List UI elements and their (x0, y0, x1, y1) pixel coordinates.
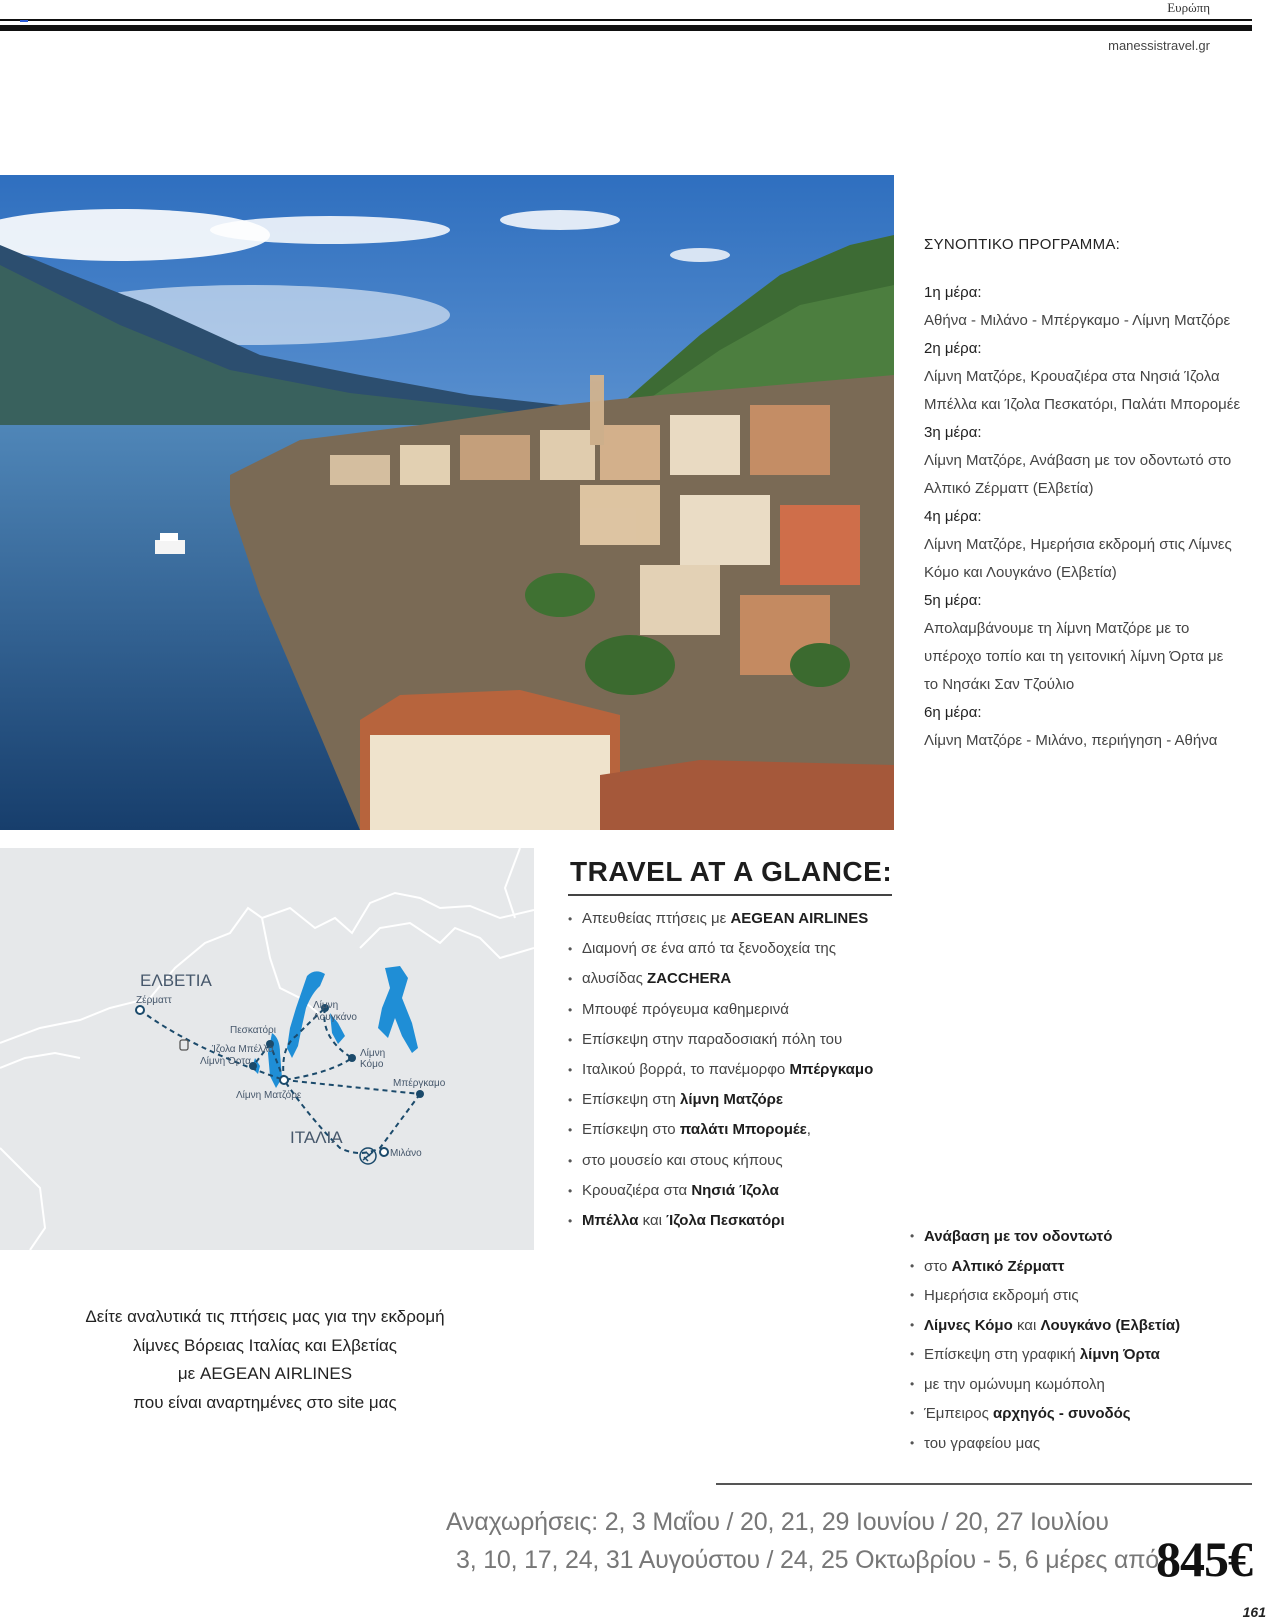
map-label-switzerland: ΕΛΒΕΤΙΑ (140, 971, 212, 990)
day-text: υπέροχο τοπίο και τη γειτονική λίμνη Όρτα με (924, 648, 1224, 665)
glance-item-highlight: Μπέλλα (582, 1212, 639, 1230)
glance-item (568, 995, 898, 1025)
glance-item (910, 1399, 1240, 1429)
day-label: 1η μέρα: (924, 284, 982, 301)
map-label-orta: Λίμνη Όρτα (200, 1056, 251, 1067)
glance-item (910, 1340, 1240, 1370)
glance-item-highlight: Ίζολα Πεσκατόρι (666, 1212, 785, 1230)
header-rule-thick (0, 25, 1252, 31)
day-label: 6η μέρα: (924, 704, 982, 721)
glance-item-text: , (806, 1121, 811, 1139)
map-label-italy: ΙΤΑΛΙΑ (290, 1128, 343, 1147)
glance-item-text: Έμπειρος (924, 1405, 994, 1422)
glance-item (568, 1025, 898, 1055)
day-text: Απολαμβάνουμε τη λίμνη Ματζόρε με το (924, 620, 1190, 637)
day-2 (924, 335, 1264, 419)
map-label-como-1: Λίμνη (360, 1048, 386, 1059)
glance-item-highlight: Λίμνες Κόμο (924, 1316, 1013, 1334)
glance-item-highlight: Αλπικό Ζέρματτ (951, 1257, 1065, 1275)
glance-item (568, 1146, 898, 1176)
flights-note-line: που είναι αναρτημένες στο site μας (133, 1392, 397, 1412)
website-url[interactable]: manessistravel.gr (1108, 38, 1210, 53)
glance-item-text: Κρουαζιέρα στα (582, 1181, 692, 1199)
page-number: 161 (1242, 1604, 1266, 1620)
glance-item-text: και (638, 1212, 667, 1230)
glance-item (910, 1370, 1240, 1400)
section-label: Ευρώπη (1167, 0, 1210, 15)
airplane-icon (360, 1148, 376, 1164)
day-label: 4η μέρα: (924, 508, 982, 525)
glance-item-text: Επίσκεψη στη γραφική (924, 1346, 1080, 1363)
glance-item-highlight: Λουγκάνο (Ελβετία) (1040, 1316, 1181, 1334)
glance-item (568, 1085, 898, 1115)
glance-item-text: Ιταλικού βορρά, το πανέμορφο (582, 1061, 790, 1079)
lake-town-illustration (0, 175, 894, 830)
day-label: 2η μέρα: (924, 340, 982, 357)
map-label-peskatori: Πεσκατόρι (230, 1025, 276, 1036)
day-text: Λίμνη Ματζόρε, Ημερήσια εκδρομή στις Λίμνες (924, 536, 1232, 553)
glance-item-highlight: παλάτι Μπορομέε (679, 1121, 807, 1139)
header-rule-thin (0, 19, 1252, 21)
glance-item-text: Διαμονή σε ένα από τα ξενοδοχεία της (582, 940, 837, 958)
glance-item-highlight: αρχηγός - συνοδός (993, 1405, 1131, 1422)
glance-item-text: του γραφείου μας (924, 1434, 1041, 1452)
travel-at-a-glance-continued (910, 1222, 1240, 1458)
departures-line-2: 3, 10, 17, 24, 31 Αυγούστου / 24, 25 Οκτωβρίου - 5, 6 μέρες από (456, 1546, 1160, 1574)
corner-mark (20, 20, 28, 22)
glance-list (568, 904, 898, 1236)
day-label: 3η μέρα: (924, 424, 982, 441)
route-map (0, 848, 534, 1250)
day-text: Κόμο και Λουγκάνο (Ελβετία) (924, 564, 1117, 581)
glance-item (910, 1311, 1240, 1341)
map-label-como-2: Κόμο (360, 1059, 384, 1070)
glance-item-highlight: Νησιά Ίζολα (691, 1181, 779, 1199)
day-3 (924, 419, 1264, 503)
map-label-zermatt: Ζέρματτ (136, 995, 172, 1006)
glance-item (910, 1429, 1240, 1459)
glance-item-text: Απευθείας πτήσεις με (582, 910, 731, 927)
map-label-isola-bella: Ίζολα Μπέλλα (212, 1044, 274, 1055)
glance-item (910, 1222, 1240, 1252)
glance-item-text: Επίσκεψη στο (582, 1121, 680, 1139)
glance-item-highlight: λίμνη Ματζόρε (680, 1091, 784, 1109)
lake-town-photo (0, 175, 894, 830)
day-6 (924, 699, 1264, 755)
glance-item (910, 1252, 1240, 1282)
map-label-lugano-2: Λουγκάνο (313, 1012, 357, 1023)
day-text: Μπέλλα και Ίζολα Πεσκατόρι, Παλάτι Μπορομέε (924, 396, 1241, 413)
glance-item-highlight: Μπέργκαμο (789, 1061, 874, 1079)
departures-line-1: Αναχωρήσεις: 2, 3 Μαΐου / 20, 21, 29 Ιουνίου / 20, 27 Ιουλίου (446, 1508, 1109, 1536)
day-text: Λίμνη Ματζόρε, Κρουαζιέρα στα Νησιά Ίζολα (924, 368, 1220, 385)
glance-item (568, 1115, 898, 1145)
map-label-milano: Μιλάνο (390, 1148, 422, 1159)
glance-item (568, 1055, 898, 1085)
glance-item-highlight: ZACCHERA (647, 970, 732, 988)
glance-item-highlight: Ανάβαση με τον οδοντωτό (924, 1228, 1113, 1245)
glance-item-highlight: λίμνη Όρτα (1079, 1346, 1160, 1363)
day-5 (924, 587, 1264, 699)
departures-rule (716, 1483, 1252, 1485)
day-text: Αθήνα - Μιλάνο - Μπέργκαμο - Λίμνη Ματζόρε (924, 312, 1231, 329)
map-label-bergamo: Μπέργκαμο (393, 1078, 446, 1089)
day-text: το Νησάκι Σαν Τζούλιο (924, 676, 1075, 693)
glance-item (568, 964, 898, 994)
day-text: Αλπικό Ζέρματτ (Ελβετία) (924, 480, 1094, 497)
day-label: 5η μέρα: (924, 592, 982, 609)
glance-rule (568, 894, 892, 896)
glance-title: TRAVEL AT A GLANCE: (570, 856, 893, 887)
glance-item-text: Επίσκεψη στην παραδοσιακή πόλη του (582, 1030, 843, 1048)
lakes (252, 966, 418, 1088)
glance-item-text: με την ομώνυμη κωμόπολη (924, 1375, 1105, 1393)
glance-item (568, 904, 898, 934)
glance-item (568, 1206, 898, 1236)
itinerary (924, 236, 1264, 755)
route-map-svg (0, 848, 534, 1250)
glance-item-text: αλυσίδας (582, 970, 648, 988)
itinerary-heading: ΣΥΝΟΠΤΙΚΟ ΠΡΟΓΡΑΜΜΑ: (924, 236, 1121, 253)
glance-item-text: και (1012, 1316, 1041, 1334)
map-label-lugano-1: Λίμνη (313, 1000, 339, 1011)
day-text: Λίμνη Ματζόρε - Μιλάνο, περιήγηση - Αθήνα (924, 732, 1218, 749)
day-text: Λίμνη Ματζόρε, Ανάβαση με τον οδοντωτό στο (924, 452, 1232, 469)
glance-item-text: Μπουφέ πρόγευμα καθημερινά (582, 1000, 789, 1018)
glance-item-text: στο μουσείο και στους κήπους (582, 1151, 783, 1169)
flights-note-line: λίμνες Βόρειας Ιταλίας και Ελβετίας (132, 1335, 397, 1355)
glance-item (568, 934, 898, 964)
glance-item (910, 1281, 1240, 1311)
glance-list-continued (910, 1222, 1240, 1458)
price: 845€ (1156, 1531, 1252, 1587)
travel-at-a-glance (568, 856, 898, 1236)
glance-item-text: Ημερήσια εκδρομή στις (924, 1287, 1079, 1304)
map-label-maggiore: Λίμνη Ματζόρε (236, 1090, 302, 1101)
flights-note (40, 1303, 490, 1417)
flights-note-line: Δείτε αναλυτικά τις πτήσεις μας για την εκδρομή (85, 1307, 445, 1326)
day-4 (924, 503, 1264, 587)
day-1 (924, 279, 1264, 335)
glance-item (568, 1176, 898, 1206)
flights-note-line: με AEGEAN AIRLINES (177, 1364, 353, 1383)
glance-item-text: Επίσκεψη στη (582, 1091, 681, 1109)
glance-item-highlight: AEGEAN AIRLINES (730, 910, 869, 927)
glance-item-text: στο (924, 1257, 952, 1275)
train-icon (180, 1040, 188, 1050)
